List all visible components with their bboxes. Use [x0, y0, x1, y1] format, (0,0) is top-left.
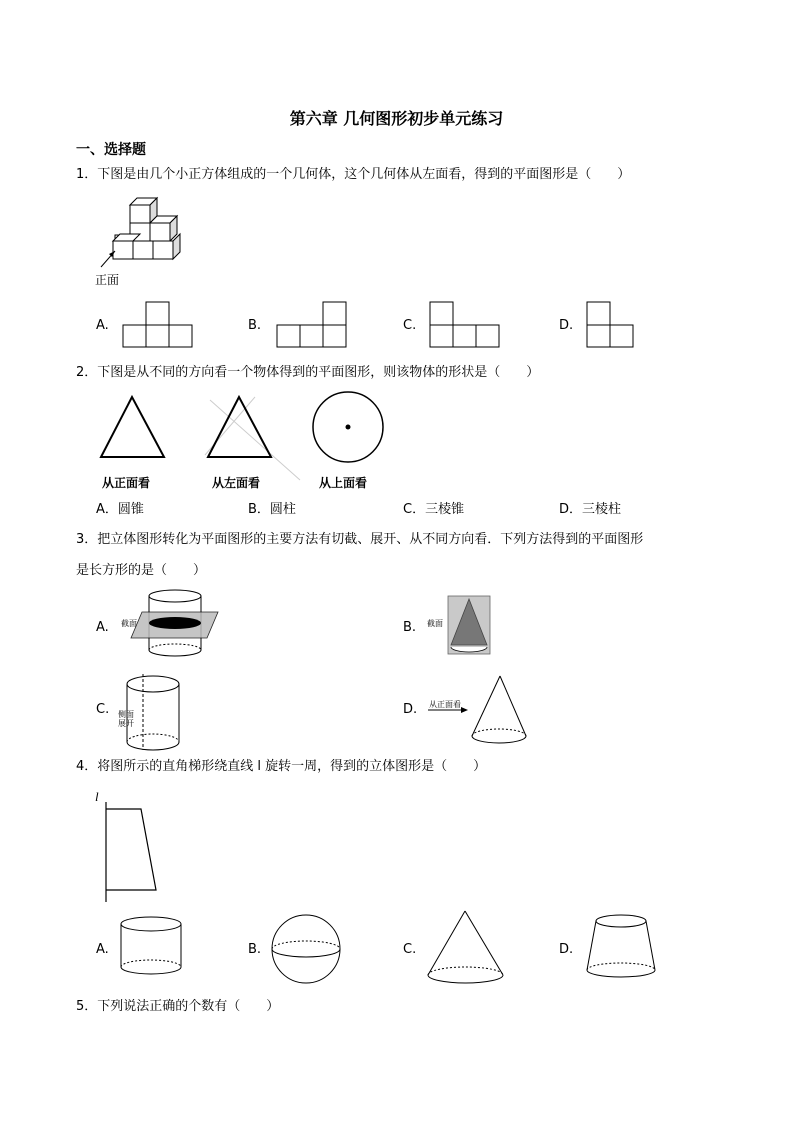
q1-option-a-figure — [121, 301, 193, 347]
section-label-c: 侧面展开 — [118, 710, 134, 728]
question-text: 把立体图形转化为平面图形的主要方法有切截、展开、从不同方向看．下列方法得到的平面图形 — [97, 532, 644, 547]
question-text: 将图所示的直角梯形绕直线 l 旋转一周，得到的立体图形是（ ） — [97, 759, 487, 774]
option-b[interactable]: B. — [248, 318, 262, 333]
question-number: 4． — [76, 759, 98, 774]
axis-label-l: l — [95, 789, 99, 804]
q2-top-view — [311, 391, 387, 467]
option-c[interactable]: C．三棱锥 — [403, 502, 465, 517]
option-c[interactable]: C. — [96, 702, 110, 717]
q1-option-c-figure — [428, 301, 502, 347]
option-d[interactable]: D．三棱柱 — [559, 502, 622, 517]
question-text: 下列说法正确的个数有（ ） — [97, 999, 280, 1014]
question-number: 5． — [76, 999, 98, 1014]
option-b[interactable]: B．圆柱 — [248, 502, 296, 517]
option-d[interactable]: D. — [559, 318, 574, 333]
question-1 — [76, 165, 630, 185]
front-label: 正面 — [95, 273, 120, 287]
q4-trapezoid-figure — [93, 790, 163, 905]
q4-option-c-figure — [426, 909, 506, 987]
q4-option-b-figure — [270, 913, 342, 985]
q3-option-d-figure — [428, 674, 528, 746]
top-view-label: 从上面看 — [319, 476, 368, 490]
option-d[interactable]: D. — [559, 942, 574, 957]
option-c[interactable]: C. — [403, 318, 417, 333]
left-view-label: 从左面看 — [212, 476, 261, 490]
option-a[interactable]: A. — [96, 620, 109, 635]
question-4 — [76, 757, 486, 777]
option-b[interactable]: B. — [248, 942, 262, 957]
section-heading: 一、选择题 — [76, 142, 146, 158]
option-d[interactable]: D. — [403, 702, 418, 717]
section-label-a: 截面 — [121, 619, 137, 628]
q3-option-b-figure — [447, 595, 492, 657]
q2-front-view — [98, 395, 168, 460]
question-text: 下图是由几个小正方体组成的一个几何体，这个几何体从左面看，得到的平面图形是（ ） — [97, 167, 631, 182]
question-3 — [76, 530, 643, 550]
q4-option-a-figure — [118, 915, 184, 977]
option-b[interactable]: B. — [403, 620, 417, 635]
option-a[interactable]: A．圆锥 — [96, 502, 144, 517]
section-label-b: 截面 — [427, 619, 443, 628]
front-view-label: 从正面看 — [102, 476, 151, 490]
question-2 — [76, 363, 539, 383]
question-3-line2: 是长方形的是（ ） — [76, 563, 207, 578]
option-a[interactable]: A. — [96, 318, 109, 333]
q1-option-d-figure — [585, 301, 635, 347]
option-c[interactable]: C. — [403, 942, 417, 957]
q4-option-d-figure — [584, 912, 658, 984]
option-a[interactable]: A. — [96, 942, 109, 957]
page-title: 第六章 几何图形初步单元练习 — [289, 109, 504, 128]
question-number: 1． — [76, 167, 98, 182]
view-label-d: 从正面看 — [429, 700, 461, 709]
q1-option-b-figure — [274, 301, 348, 347]
question-5 — [76, 997, 279, 1017]
question-number: 3． — [76, 532, 98, 547]
question-text: 下图是从不同的方向看一个物体得到的平面图形，则该物体的形状是（ ） — [97, 365, 540, 380]
question-number: 2． — [76, 365, 98, 380]
q2-left-view — [205, 395, 305, 485]
